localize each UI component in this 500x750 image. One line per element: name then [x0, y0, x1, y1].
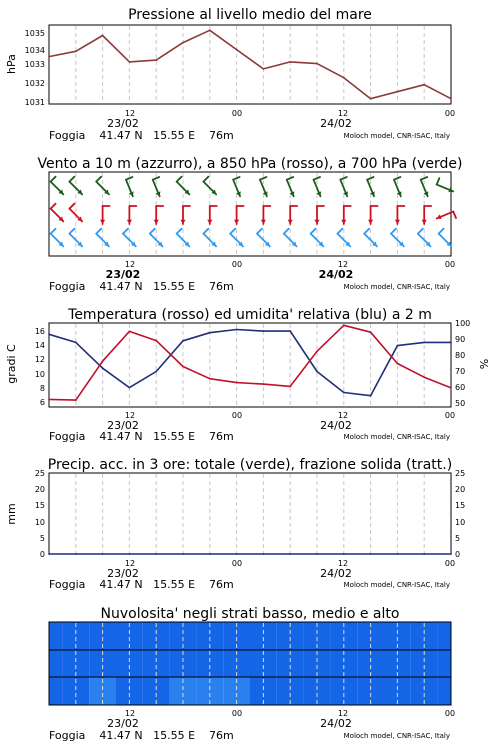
barb-feather	[69, 204, 74, 209]
humidity-ytick: 80	[455, 351, 466, 360]
humidity-ytick: 70	[455, 367, 466, 376]
precipitation-line-point	[423, 553, 425, 555]
barb-feather	[177, 229, 182, 234]
time-tick: 12	[337, 709, 349, 718]
time-tick: 00	[231, 709, 243, 718]
model-credit: Moloch model, CNR-ISAC, Italy	[343, 283, 450, 291]
pressure-line-point	[48, 56, 50, 58]
wind-barb-700hpa	[69, 177, 82, 195]
date-label: 23/02	[105, 268, 141, 281]
wind-barb-850hpa	[395, 206, 405, 224]
precip-ytick: 25	[34, 469, 45, 478]
cloud-cell	[438, 622, 451, 650]
humidity-line-point	[209, 332, 211, 334]
humidity-line-point	[236, 329, 238, 331]
barb-feather	[150, 229, 155, 234]
precipitation-grid	[76, 474, 424, 553]
barb-head	[341, 220, 346, 224]
pressure-line-point	[343, 77, 345, 79]
temperature-line-point	[370, 331, 372, 333]
temperature-line-point	[155, 340, 157, 342]
temperature-line-point	[316, 350, 318, 352]
time-tick: 00	[231, 109, 243, 118]
humidity-line-point	[75, 341, 77, 343]
precipitation-line-point	[397, 553, 399, 555]
pressure-line	[49, 30, 451, 98]
model-credit: Moloch model, CNR-ISAC, Italy	[343, 732, 450, 740]
cloud-x-axis	[49, 709, 455, 742]
temperature-line-point	[263, 383, 265, 385]
barb-feather	[203, 177, 208, 182]
wind-barb-700hpa	[287, 177, 295, 196]
wind-barb-850hpa	[422, 206, 432, 224]
precipitation-line-point	[155, 553, 157, 555]
temperature-ytick: 8	[39, 384, 45, 393]
humidity-line-point	[182, 340, 184, 342]
humidity-line	[49, 330, 451, 396]
wind-barb-700hpa	[421, 177, 429, 196]
temperature-panel	[5, 307, 491, 443]
pressure-line-point	[450, 98, 452, 100]
barb-feather	[177, 177, 182, 182]
wind-barb-700hpa	[314, 177, 322, 196]
wind-barb-10m	[439, 229, 452, 247]
pressure-line-point	[129, 61, 131, 63]
barb-feather	[257, 229, 262, 234]
pressure-panel	[5, 7, 455, 142]
date-label: 24/02	[320, 419, 352, 432]
humidity-ytick: 90	[455, 335, 466, 344]
precip-ytick: 5	[39, 534, 45, 543]
humidity-ytick: 60	[455, 383, 466, 392]
precip-ytick: 20	[34, 485, 45, 494]
barb-head	[395, 220, 400, 224]
date-label: 24/02	[320, 567, 352, 580]
pressure-line-point	[75, 50, 77, 52]
precipitation-line-point	[263, 553, 265, 555]
wind-barb-850hpa	[314, 206, 324, 224]
barb-feather	[394, 177, 400, 180]
temperature-line-point	[48, 398, 50, 400]
wind-barb-700hpa	[233, 177, 241, 196]
barb-feather	[314, 177, 320, 180]
barb-head	[288, 220, 293, 224]
barb-head	[207, 220, 212, 224]
barb-head	[180, 220, 185, 224]
temperature-line-point	[397, 363, 399, 365]
wind-barb-10m	[51, 229, 64, 247]
pressure-grid	[76, 26, 424, 103]
time-tick: 12	[337, 260, 349, 269]
temperature-line-point	[236, 382, 238, 384]
precipitation-x-axis	[49, 559, 455, 591]
time-tick: 00	[231, 559, 243, 568]
pressure-line-point	[289, 61, 291, 63]
date-label: 23/02	[107, 117, 139, 130]
date-label: 24/02	[318, 268, 354, 281]
wind-title: Vento a 10 m (azzurro), a 850 hPa (rosso), a 700 hPa (verde)	[37, 156, 463, 172]
date-label: 23/02	[107, 567, 139, 580]
wind-barb-850hpa	[207, 206, 217, 224]
pressure-line-point	[423, 84, 425, 86]
precip-ytick-right: 25	[455, 469, 466, 478]
precip-ytick: 10	[34, 518, 45, 527]
wind-barb-850hpa	[341, 206, 351, 224]
humidity-line-point	[129, 387, 131, 389]
temperature-ytick: 12	[34, 355, 45, 364]
wind-barb-850hpa	[51, 204, 64, 222]
wind-barb-700hpa	[340, 177, 348, 196]
pressure-ytick: 1031	[24, 98, 45, 107]
model-credit: Moloch model, CNR-ISAC, Italy	[343, 433, 450, 441]
temperature-ytick: 14	[34, 341, 45, 350]
pressure-series	[48, 29, 452, 99]
barb-feather	[123, 229, 128, 234]
pressure-ylabel: hPa	[5, 54, 18, 74]
time-tick: 12	[124, 411, 136, 420]
humidity-ylabel: %	[478, 358, 491, 370]
temperature-ytick: 6	[39, 398, 45, 407]
cloud-cell	[438, 650, 451, 677]
temperature-line-point	[182, 366, 184, 368]
cloud-cell	[49, 622, 62, 650]
barb-head	[314, 220, 319, 224]
wind-barb-700hpa	[153, 177, 161, 196]
humidity-line-point	[289, 330, 291, 332]
temperature-line	[49, 325, 451, 400]
cloud-cells	[49, 622, 451, 705]
humidity-ytick: 100	[455, 319, 471, 328]
precip-ytick-right: 20	[455, 485, 466, 494]
precipitation-plot-frame	[49, 473, 451, 554]
precipitation-line-point	[75, 553, 77, 555]
time-tick: 12	[124, 260, 136, 269]
barb-feather	[230, 229, 235, 234]
precipitation-line-point	[343, 553, 345, 555]
pressure-line-point	[263, 68, 265, 70]
wind-plot-frame	[49, 172, 451, 256]
humidity-line-point	[397, 345, 399, 347]
barb-feather	[311, 229, 316, 234]
precipitation-ylabel: mm	[5, 503, 18, 525]
barb-feather	[126, 177, 132, 180]
time-tick: 00	[231, 411, 243, 420]
pressure-line-point	[316, 63, 318, 65]
time-tick: 00	[444, 260, 456, 269]
pressure-x-axis	[49, 109, 455, 142]
barb-head	[261, 220, 266, 224]
wind-barbs	[51, 177, 456, 247]
humidity-line-point	[450, 341, 452, 343]
temperature-series	[48, 324, 452, 401]
time-tick: 12	[124, 709, 136, 718]
precipitation-line-point	[182, 553, 184, 555]
barb-feather	[287, 177, 293, 180]
barb-head	[127, 220, 132, 224]
precipitation-line-point	[316, 553, 318, 555]
pressure-line-point	[370, 98, 372, 100]
temperature-line-point	[129, 331, 131, 333]
precipitation-line-point	[129, 553, 131, 555]
date-label: 23/02	[107, 419, 139, 432]
location-label: Foggia 41.47 N 15.55 E 76m	[49, 280, 234, 293]
wind-panel	[37, 156, 462, 293]
time-tick: 00	[444, 709, 456, 718]
location-label: Foggia 41.47 N 15.55 E 76m	[49, 578, 234, 591]
time-tick: 00	[444, 109, 456, 118]
wind-barb-850hpa	[234, 206, 244, 224]
wind-x-axis	[49, 260, 455, 293]
wind-barb-850hpa	[127, 206, 137, 224]
barb-head	[368, 220, 373, 224]
precip-ytick-right: 5	[455, 534, 461, 543]
barb-feather	[233, 177, 239, 180]
wind-barb-850hpa	[180, 206, 190, 224]
pressure-line-point	[397, 91, 399, 93]
cloud-cell	[438, 677, 451, 705]
pressure-line-point	[155, 59, 157, 61]
pressure-plot-frame	[49, 25, 451, 104]
location-label: Foggia 41.47 N 15.55 E 76m	[49, 129, 234, 142]
precipitation-line-point	[450, 553, 452, 555]
wind-barb-700hpa	[96, 177, 109, 195]
wind-barb-850hpa	[261, 206, 271, 224]
precipitation-line-point	[289, 553, 291, 555]
location-label: Foggia 41.47 N 15.55 E 76m	[49, 430, 234, 443]
barb-feather	[437, 178, 440, 184]
pressure-line-point	[182, 42, 184, 44]
precipitation-panel	[5, 457, 465, 591]
time-tick: 12	[337, 109, 349, 118]
precip-ytick: 0	[39, 550, 45, 559]
barb-feather	[284, 229, 289, 234]
pressure-ytick: 1032	[24, 79, 45, 88]
temperature-title: Temperatura (rosso) ed umidita' relativa (blu) a 2 m	[68, 307, 432, 323]
precipitation-line-point	[236, 553, 238, 555]
wind-barb-850hpa	[437, 212, 456, 220]
barb-feather	[367, 177, 373, 180]
temperature-line-point	[450, 387, 452, 389]
precip-ytick: 15	[34, 501, 45, 510]
barb-feather	[337, 229, 342, 234]
precipitation-title: Precip. acc. in 3 ore: totale (verde), frazione solida (tratt.)	[47, 457, 453, 473]
temperature-line-point	[209, 378, 211, 380]
barb-feather	[418, 229, 423, 234]
barb-feather	[51, 229, 56, 234]
precip-ytick-right: 10	[455, 518, 466, 527]
time-tick: 00	[444, 559, 456, 568]
barb-feather	[203, 229, 208, 234]
barb-feather	[51, 204, 56, 209]
temperature-line-point	[343, 324, 345, 326]
barb-feather	[364, 229, 369, 234]
date-label: 23/02	[107, 717, 139, 730]
wind-barb-700hpa	[367, 177, 375, 196]
precipitation-line-point	[209, 553, 211, 555]
humidity-line-point	[48, 333, 50, 335]
humidity-line-point	[316, 371, 318, 373]
temperature-plot-frame	[49, 323, 451, 407]
date-label: 24/02	[320, 717, 352, 730]
barb-head	[234, 220, 239, 224]
precip-ytick-right: 15	[455, 501, 466, 510]
humidity-ytick: 50	[455, 399, 466, 408]
precipitation-line-point	[102, 553, 104, 555]
barb-feather	[260, 177, 266, 180]
time-tick: 12	[337, 559, 349, 568]
barb-feather	[69, 177, 74, 182]
wind-barb-700hpa	[394, 177, 402, 196]
time-tick: 00	[444, 411, 456, 420]
barb-head	[154, 220, 159, 224]
date-label: 24/02	[320, 117, 352, 130]
barb-head	[100, 220, 105, 224]
time-tick: 12	[124, 109, 136, 118]
wind-barb-700hpa	[177, 177, 190, 195]
temperature-x-axis	[49, 411, 455, 443]
barb-head	[422, 220, 427, 224]
temperature-ytick: 10	[34, 370, 45, 379]
temperature-line-point	[423, 376, 425, 378]
barb-feather	[453, 212, 456, 218]
barb-feather	[96, 177, 101, 182]
precipitation-line-point	[370, 553, 372, 555]
temperature-ylabel: gradi C	[5, 344, 18, 384]
barb-feather	[421, 177, 427, 180]
temperature-line-point	[75, 399, 77, 401]
wind-barb-850hpa	[100, 206, 110, 224]
wind-barb-700hpa	[51, 177, 64, 195]
cloud-cell	[49, 677, 62, 705]
barb-feather	[340, 177, 346, 180]
cloud-cell	[49, 650, 62, 677]
temperature-y-ticks	[35, 327, 45, 407]
barb-feather	[69, 229, 74, 234]
barb-feather	[51, 177, 56, 182]
time-tick: 12	[337, 411, 349, 420]
humidity-line-point	[370, 395, 372, 397]
barb-feather	[391, 229, 396, 234]
location-label: Foggia 41.47 N 15.55 E 76m	[49, 729, 234, 742]
wind-barb-850hpa	[368, 206, 378, 224]
temperature-line-point	[102, 360, 104, 362]
wind-barb-700hpa	[126, 177, 134, 196]
precip-ytick-right: 0	[455, 550, 461, 559]
wind-barb-850hpa	[288, 206, 298, 224]
time-tick: 00	[231, 260, 243, 269]
cloud-title: Nuvolosita' negli strati basso, medio e alto	[100, 606, 400, 622]
humidity-line-point	[343, 392, 345, 394]
temperature-ytick: 16	[34, 327, 45, 336]
pressure-line-point	[209, 29, 211, 31]
time-tick: 12	[124, 559, 136, 568]
pressure-ytick: 1034	[24, 46, 45, 55]
wind-barb-700hpa	[203, 177, 216, 195]
precipitation-y-ticks	[35, 469, 45, 559]
humidity-line-point	[423, 341, 425, 343]
pressure-ytick: 1033	[24, 60, 45, 69]
pressure-ytick: 1035	[24, 29, 45, 38]
pressure-y-ticks	[25, 29, 45, 107]
wind-barb-850hpa	[154, 206, 164, 224]
humidity-y-ticks	[455, 319, 470, 408]
precipitation-line-point	[48, 553, 50, 555]
humidity-line-point	[155, 371, 157, 373]
pressure-line-point	[236, 49, 238, 51]
humidity-line-point	[263, 330, 265, 332]
temperature-line-point	[289, 385, 291, 387]
pressure-line-point	[102, 35, 104, 37]
model-credit: Moloch model, CNR-ISAC, Italy	[343, 581, 450, 589]
barb-feather	[153, 177, 159, 180]
wind-barb-700hpa	[260, 177, 268, 196]
precipitation-series	[48, 553, 452, 555]
humidity-line-point	[102, 367, 104, 369]
barb-feather	[96, 229, 101, 234]
precipitation-y-ticks-right	[455, 469, 465, 559]
barb-feather	[439, 229, 444, 234]
pressure-title: Pressione al livello medio del mare	[128, 7, 372, 23]
cloud-panel	[49, 606, 455, 742]
model-credit: Moloch model, CNR-ISAC, Italy	[343, 132, 450, 140]
